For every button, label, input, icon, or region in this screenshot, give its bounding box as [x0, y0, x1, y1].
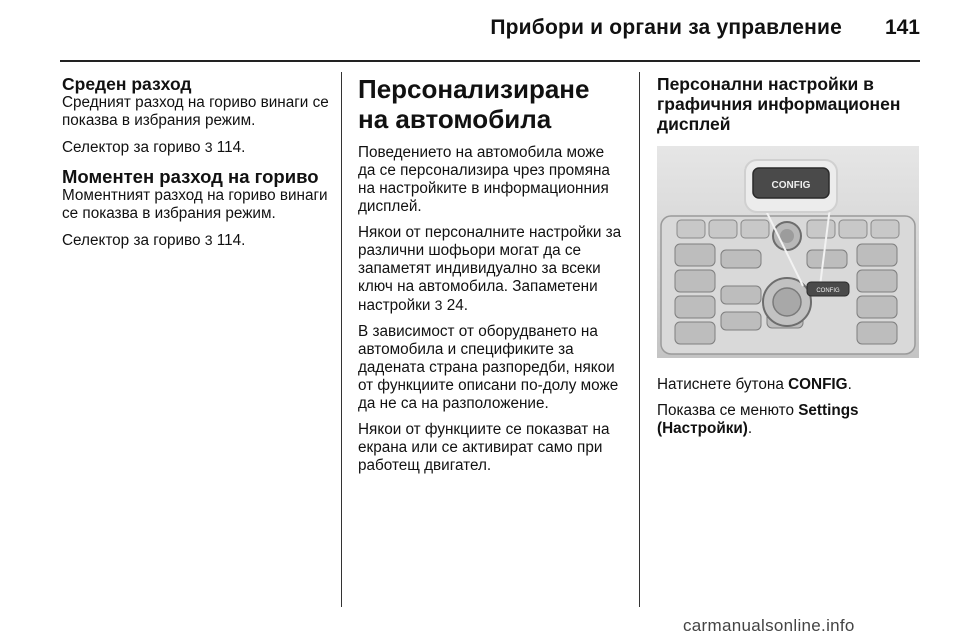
instruction-press-config: Натиснете бутона CONFIG. [657, 376, 852, 393]
paragraph: Средният разход на гориво винаги се показва в избрания режим. [62, 94, 329, 129]
control-panel-illustration [657, 146, 919, 358]
reference-text: Селектор за гориво [62, 139, 205, 156]
page-reference[interactable]: 114. [216, 232, 246, 249]
column-2 [358, 74, 623, 483]
column-3 [657, 74, 919, 446]
section-title: Персонализиране на автомобила [358, 74, 590, 134]
paragraph-reference [62, 231, 330, 250]
settings-keyword: Settings (Настройки) [657, 402, 859, 437]
paragraph: Някои от функциите се показват на екрана или се активират само при работещ двигател. [358, 421, 610, 474]
header-rule [60, 60, 920, 62]
page-reference[interactable]: 114. [216, 139, 246, 156]
control-panel-photo [657, 146, 919, 358]
column-divider-1 [341, 72, 342, 607]
panel-config-button-label: CONFIG [816, 288, 840, 294]
page-reference-icon: 3 [204, 139, 213, 155]
watermark: carmanualsonline.info [683, 616, 855, 635]
column-divider-2 [639, 72, 640, 607]
paragraph-reference [62, 138, 330, 157]
zoomed-config-button-label: CONFIG [771, 180, 811, 191]
reference-text: Някои от персоналните настройки за различни шофьори могат да се запаметят индивидуално за всеки ключ на автомобила. Запаметени настройки [358, 224, 622, 314]
page-header [0, 0, 960, 60]
instruction-settings-menu: Показва се менюто Settings (Настройки). [657, 402, 859, 437]
heading-average-consumption: Среден разход [62, 74, 192, 94]
config-keyword: CONFIG [788, 376, 848, 393]
column-1 [62, 74, 330, 258]
heading-instant-consumption: Моментен разход на гориво [62, 166, 319, 187]
paragraph: В зависимост от оборудването на автомобила и спецификите за дадената страна разпоредби, някои от функциите описани по-долу може да не са на разположение. [358, 323, 619, 412]
reference-text: Селектор за гориво [62, 232, 205, 249]
paragraph: Поведението на автомобила може да се персонализира чрез промяна на настройките в информационния дисплей. [358, 144, 610, 215]
page-reference-icon: 3 [204, 232, 213, 248]
page-number: 141 [884, 16, 920, 39]
paragraph-reference [358, 224, 623, 315]
heading-personal-settings: Персонални настройки в графичния информационен дисплей [657, 74, 901, 134]
paragraph: Моментният разход на гориво винаги се показва в избрания режим. [62, 187, 328, 222]
page-reference-icon: 3 [434, 297, 443, 313]
page-reference[interactable]: 24. [446, 297, 468, 314]
header-title: Прибори и органи за управление [490, 16, 842, 39]
